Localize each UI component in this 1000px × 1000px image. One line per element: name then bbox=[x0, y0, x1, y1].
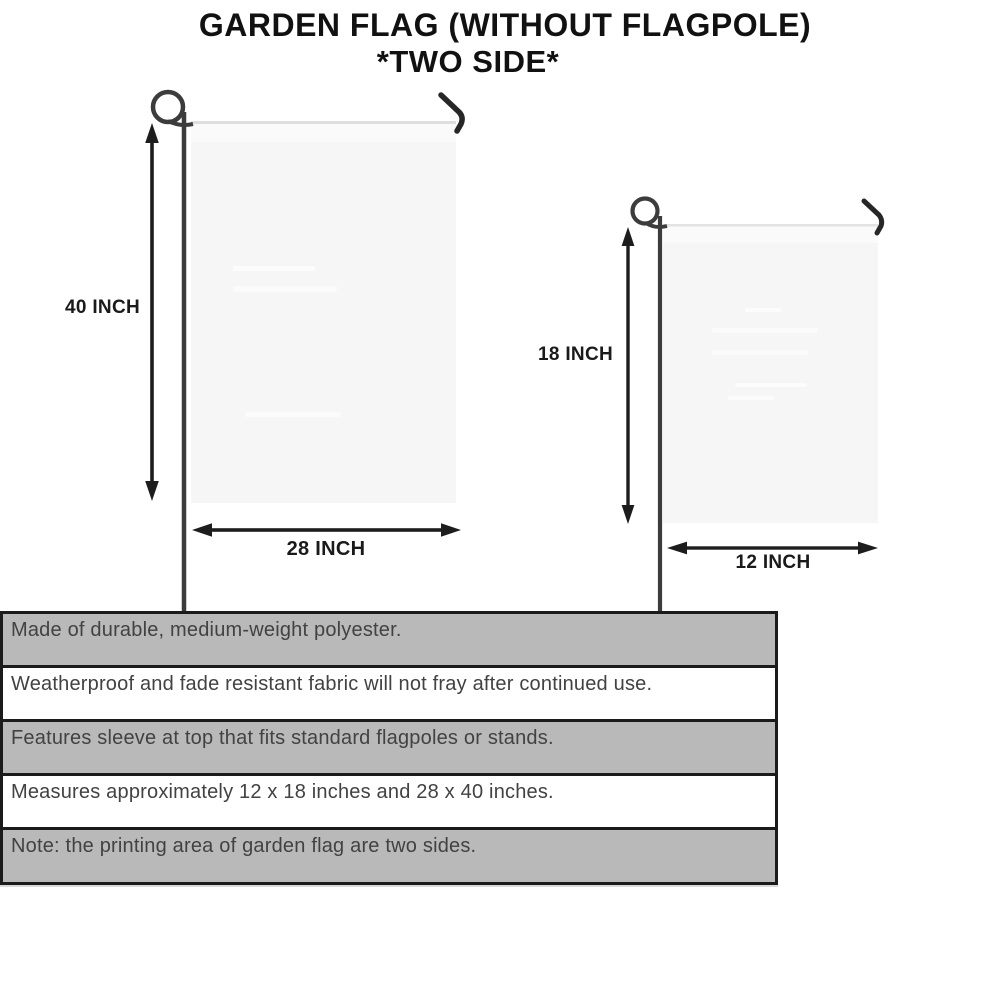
features-table bbox=[0, 611, 778, 885]
small-height-arrow bbox=[622, 227, 635, 524]
feature-row-sleeve: Features sleeve at top that fits standard flagpoles or stands. bbox=[3, 722, 775, 776]
large-height-arrow bbox=[145, 123, 159, 501]
large-flag-panel bbox=[191, 122, 456, 503]
small-flag-panel bbox=[663, 225, 878, 523]
feature-row-weatherproof: Weatherproof and fade resistant fabric will not fray after continued use. bbox=[3, 668, 775, 722]
large-width-arrow bbox=[192, 523, 461, 537]
large-flag-sleeve bbox=[191, 122, 456, 142]
large-height-label: 40 INCH bbox=[65, 297, 140, 318]
title-line-2: *TWO SIDE* bbox=[376, 44, 560, 79]
title-line-1: GARDEN FLAG (WITHOUT FLAGPOLE) bbox=[198, 7, 812, 43]
feature-row-measures: Measures approximately 12 x 18 inches and 28 x 40 inches. bbox=[3, 776, 775, 830]
small-flag-diagram bbox=[622, 199, 882, 612]
small-height-label: 18 INCH bbox=[538, 344, 613, 365]
small-flagpole-icon bbox=[633, 199, 668, 612]
feature-row-material: Made of durable, medium-weight polyester. bbox=[3, 614, 775, 668]
large-flagpole-icon bbox=[153, 92, 193, 611]
feature-row-note: Note: the printing area of garden flag are two sides. bbox=[3, 830, 775, 882]
large-flag-top-seam bbox=[191, 121, 456, 124]
small-flag-sleeve bbox=[663, 225, 878, 243]
small-width-label: 12 INCH bbox=[735, 552, 811, 573]
large-width-label: 28 INCH bbox=[286, 538, 366, 560]
large-flag-diagram bbox=[145, 92, 462, 611]
small-flag-top-seam bbox=[663, 224, 878, 227]
